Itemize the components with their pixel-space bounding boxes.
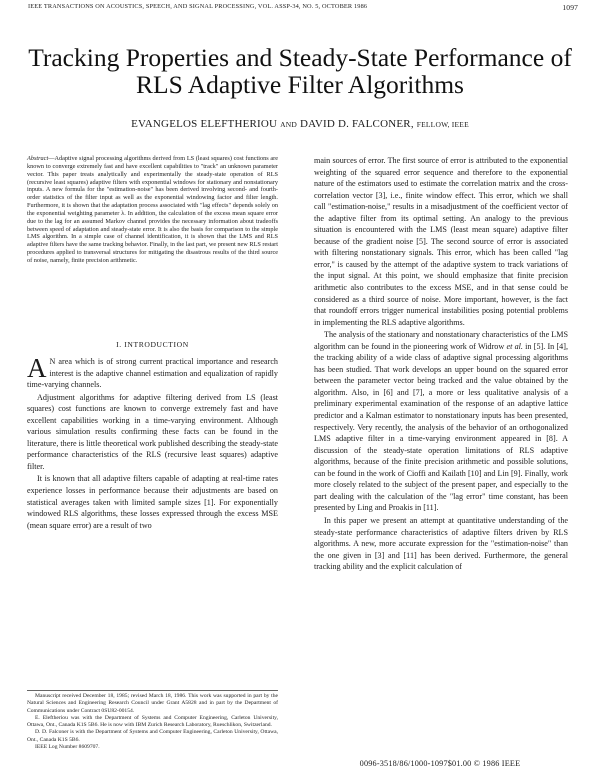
page-number: 1097 <box>562 3 578 10</box>
right-paragraph-2-end: in [5]. In [4], the tracking ability of a wide class of adaptive signal processing algorithms has been studied. That work develops an upper bound on the squared error between the parameter vector being tracked and the value obtained by the algorithm. Also, in [6] and [7], a more or less qualitative analysis of a preliminary experimental examination of the response of an adaptive lattice predictor and a Kalman estimator to nonstationary inputs has been presented, respectively. Very recently, the analysis of the behavior of an orthogonalized LMS adaptive filter in a time-varying environment appeared in [8]. A discussion of the steady-state operation limitations of RLS adaptive algorithms, because of the finite precision arithmetic and possible solutions, can be found in the work of Cioffi and Kailath [10] and Lin [9]. Finally, work more closely related to the subject of the present paper, and especially to the part dealing with the calculation of the "lag error" time constant, has been presented by Ling and Proakis in [11]. <box>314 341 568 513</box>
section-heading-introduction: I. INTRODUCTION <box>116 340 189 349</box>
footnote-author-1: E. Eleftheriou was with the Department of Systems and Computer Engineering, Carleton University, Ottawa, Ont., Canada K1S 5B6. He is now with IBM Zurich Research Laboratory, Rueschlikon, Switzerland. <box>27 714 278 728</box>
et-al-citation: et al. <box>506 341 523 351</box>
right-paragraph-1: main sources of error. The first source of error is attributed to the exponential weighting of the squared error sequence and therefore to the exponential nature of the estimators used to estimate the correlation matrix and the cross-correlation vector [3], i.e., finite window effect. This error, which we shall call "estimation-noise," results in a misadjustment of the coefficient vector of the adaptive filter from its optimal setting. An analogy to the previous situation is encountered with the LMS (least mean square) adaptive filter because of the gradient noise [5]. The second source of error is associated with filtering nonstationary signals. This error, which has been called "lag error," is caused by the attempt of the adaptive system to track variations of the input signal. At this point, we should emphasize that finite precision arithmetic also contributes to the excess MSE, and in that sense could be considered as a third source of noise. More important, however, is the fact that roundoff errors trigger numerical instabilities posing potential problems in implementing the RLS adaptive algorithms. <box>314 156 568 327</box>
intro-paragraph-1: N area which is of strong current practical importance and research interest is the adaptive channel estimation and equalization of rapidly time-varying channels. <box>27 357 278 390</box>
right-column-text <box>314 155 568 573</box>
intro-paragraph-2: Adjustment algorithms for adaptive filtering derived from LS (least squares) cost functions are known to converge extremely fast and have excellent capabilities working in a time-varying environment. Although various simulation results confirming these facts can be found in the literature, there is little theoretical work published describing the steady-state performance characteristics of the RLS (recursive least squares) adaptive filter. <box>27 392 278 471</box>
paper-title <box>20 44 580 98</box>
abstract-label: Abstract <box>27 155 49 162</box>
author-2-grade: FELLOW, IEEE <box>416 120 469 129</box>
abstract-text: —Adaptive signal processing algorithms derived from LS (least squares) cost functions are known to converge extremely fast and have excellent capabilities to "track" an unknown parameter vector. This paper treats analytically and experimentally the steady-state operation of RLS (recursive least squares) adaptive filters with exponential windows for stationary and nonstationary inputs. A new formula for the "estimation-noise" has been derived involving second- and fourth-order statistics of the filter input as well as the exponential windowing factor and filter length. Furthermore, it is shown that the adaptation process associated with "lag effects" depends solely on the exponential weighting parameter λ. In addition, the calculation of the excess mean square error due to the lag for an assumed Markov channel provides the necessary information about tradeoffs between speed of adaptation and steady-state error. It is also the basis for comparison to the simple LMS algorithm. In a simple case of channel identification, it is shown that the LMS and RLS adaptive filters have the same tracking behavior. Finally, in the last part, we present new RLS restart procedures applied to transversal structures for mitigating the disastrous results of the third source of noise, namely, finite precision arithmetic. <box>27 155 278 264</box>
right-paragraph-2 <box>314 329 568 514</box>
author-and: AND <box>280 120 298 129</box>
abstract <box>27 155 278 265</box>
introduction-text <box>27 353 278 531</box>
footnotes <box>27 693 278 751</box>
footnote-log-number: IEEE Log Number 8609707. <box>35 743 100 750</box>
title-line-2: RLS Adaptive Filter Algorithms <box>136 70 464 99</box>
title-line-1: Tracking Properties and Steady-State Performance of <box>28 43 572 72</box>
right-paragraph-2-start: The analysis of the stationary and nonstationary characteristics of the LMS algorithm can be found in the pioneering work of Widrow <box>314 330 568 351</box>
running-head-text: IEEE TRANSACTIONS ON ACOUSTICS, SPEECH, AND SIGNAL PROCESSING, VOL. ASSP-34, NO. 5, OCTOBER 1986 <box>28 3 368 10</box>
copyright-notice: 0096-3518/86/1000-1097$01.00 © 1986 IEEE <box>359 759 521 768</box>
footnote-manuscript: Manuscript received December 18, 1985; revised March 18, 1986. This work was supported in part by the Natural Sciences and Engineering Research Council under Grant A5828 and in part by the Department of Communications under Contract 0SU82-00154. <box>27 693 278 714</box>
drop-cap: A <box>27 353 47 383</box>
footnote-rule <box>27 690 278 691</box>
intro-paragraph-3: It is known that all adaptive filters capable of adapting at real-time rates experience losses in performance because their adjustments are based on statistical averages taken with limited sample sizes [1]. For exponentially windowed RLS algorithms, these losses expressed through the excess MSE (mean square error) are a result of two <box>27 474 278 530</box>
author-line <box>20 118 580 130</box>
right-paragraph-3: In this paper we present an attempt at quantitative understanding of the steady-state performance characteristics of adaptive filters driven by RLS algorithms. A new, more accurate expression for the "estimation-noise" than the one given in [3] and [11] has been derived. Furthermore, the general tracking ability and the explicit calculation of <box>314 515 568 572</box>
footnote-author-2: D. D. Falconer is with the Department of Systems and Computer Engineering, Carleton University, Ottawa, Ont., Canada K1S 5B6. <box>27 729 278 743</box>
author-2: DAVID D. FALCONER, <box>299 118 414 130</box>
author-1: EVANGELOS ELEFTHERIOU <box>131 118 278 130</box>
running-head <box>28 3 578 10</box>
